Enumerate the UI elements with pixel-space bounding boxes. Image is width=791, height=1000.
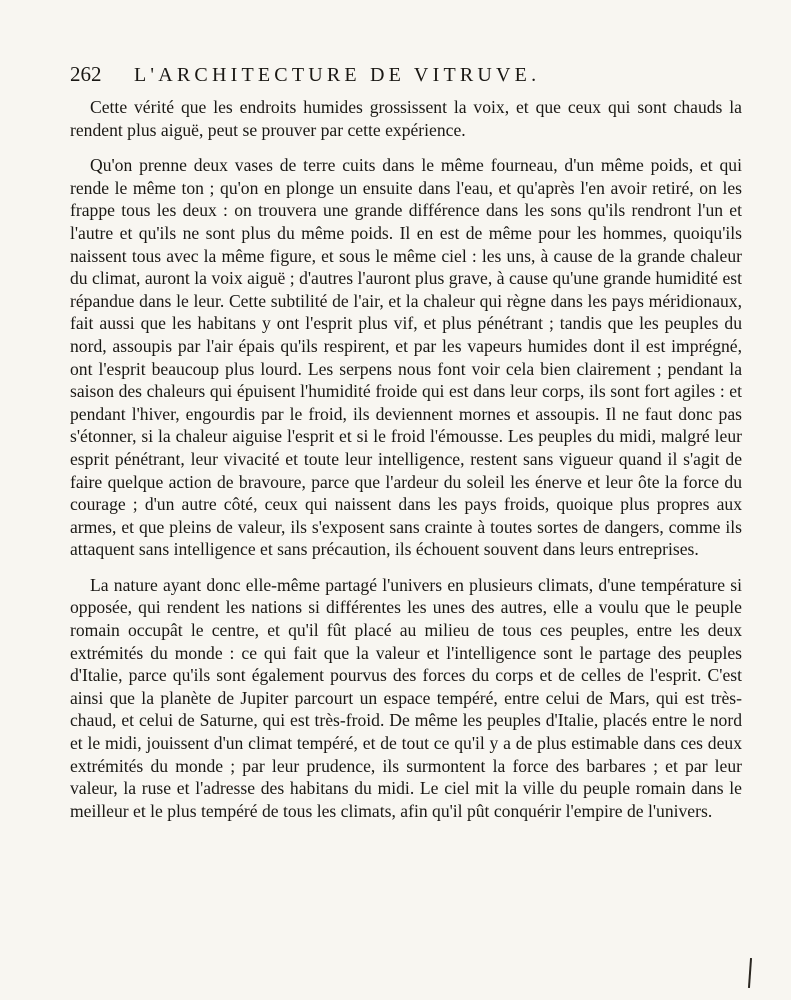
- margin-mark: [748, 958, 752, 988]
- running-head: [70, 62, 742, 92]
- body-text: [70, 96, 742, 822]
- paragraph-3: La nature ayant donc elle-même partagé l'univers en plusieurs climats, d'une température si opposée, qui rendent les nations si différentes les unes des autres, elle a voulu que le peuple romain occupât le centre, et qu'il fût placé au milieu de tous ces peuples, entre les deux extrémités du monde : ce qui fait que la valeur et l'intelligence sont le partage des peuples d'Italie, parce qu'ils sont également pourvus des forces du corps et de celles de l'esprit. C'est ainsi que la planète de Jupiter parcourt un espace tempéré, entre celui de Mars, qui est très-chaud, et celui de Saturne, qui est très-froid. De même les peuples d'Italie, placés entre le nord et le midi, jouissent d'un climat tempéré, et de tout ce qu'il y a de plus estimable dans ces deux extrémités du monde ; par leur prudence, ils surmontent la force des barbares ; et par leur valeur, la ruse et l'adresse des habitans du midi. Le ciel mit la ville du peuple romain dans le meilleur et le plus tempéré de tous les climats, afin qu'il pût conquérir l'empire de l'univers.: [70, 574, 742, 821]
- page-number: 262: [70, 62, 102, 86]
- book-page: [70, 62, 742, 835]
- paragraph-2: Qu'on prenne deux vases de terre cuits dans le même fourneau, d'un même poids, et qui rende le même ton ; qu'on en plonge un ensuite dans l'eau, et qu'après l'en avoir retiré, on les frappe tous les deux : on trouvera une grande différence dans les sons qu'ils rendront l'un et l'autre et qu'ils ne sont plus du même poids. Il en est de même pour les hommes, quoiqu'ils naissent tous avec la même figure, et sous le même ciel : les uns, à cause de la grande chaleur du climat, auront la voix aiguë ; d'autres l'auront plus grave, à cause qu'une grande humidité est répandue dans le leur. Cette subtilité de l'air, et la chaleur qui règne dans les pays méridionaux, fait aussi que les habitans y ont l'esprit plus vif, et plus pénétrant ; tandis que les peuples du nord, assoupis par l'air épais qu'ils respirent, et par les vapeurs humides dont il est imprégné, ont l'esprit beaucoup plus lourd. Les serpens nous font voir cela bien clairement ; pendant la saison des chaleurs qui épuisent l'humidité froide qui est dans leur corps, ils sont fort agiles : et pendant l'hiver, engourdis par le froid, ils deviennent mornes et assoupis. Il ne faut donc pas s'étonner, si la chaleur aiguise l'esprit et si le froid l'émousse. Les peuples du midi, malgré leur esprit pénétrant, leur vivacité et toute leur intelligence, restent sans vigueur quand il s'agit de faire quelque action de bravoure, parce que l'ardeur du soleil les énerve et leur ôte la force du courage ; d'un autre côté, ceux qui naissent dans les pays froids, quoique plus propres aux armes, et que pleins de valeur, ils s'exposent sans crainte à toutes sortes de dangers, comme ils attaquent sans intelligence et sans précaution, ils échouent souvent dans leurs entreprises.: [70, 155, 742, 560]
- paragraph-1: Cette vérité que les endroits humides grossissent la voix, et que ceux qui sont chauds la rendent plus aiguë, peut se prouver par cette expérience.: [70, 97, 742, 140]
- running-title: L'ARCHITECTURE DE VITRUVE.: [134, 64, 541, 86]
